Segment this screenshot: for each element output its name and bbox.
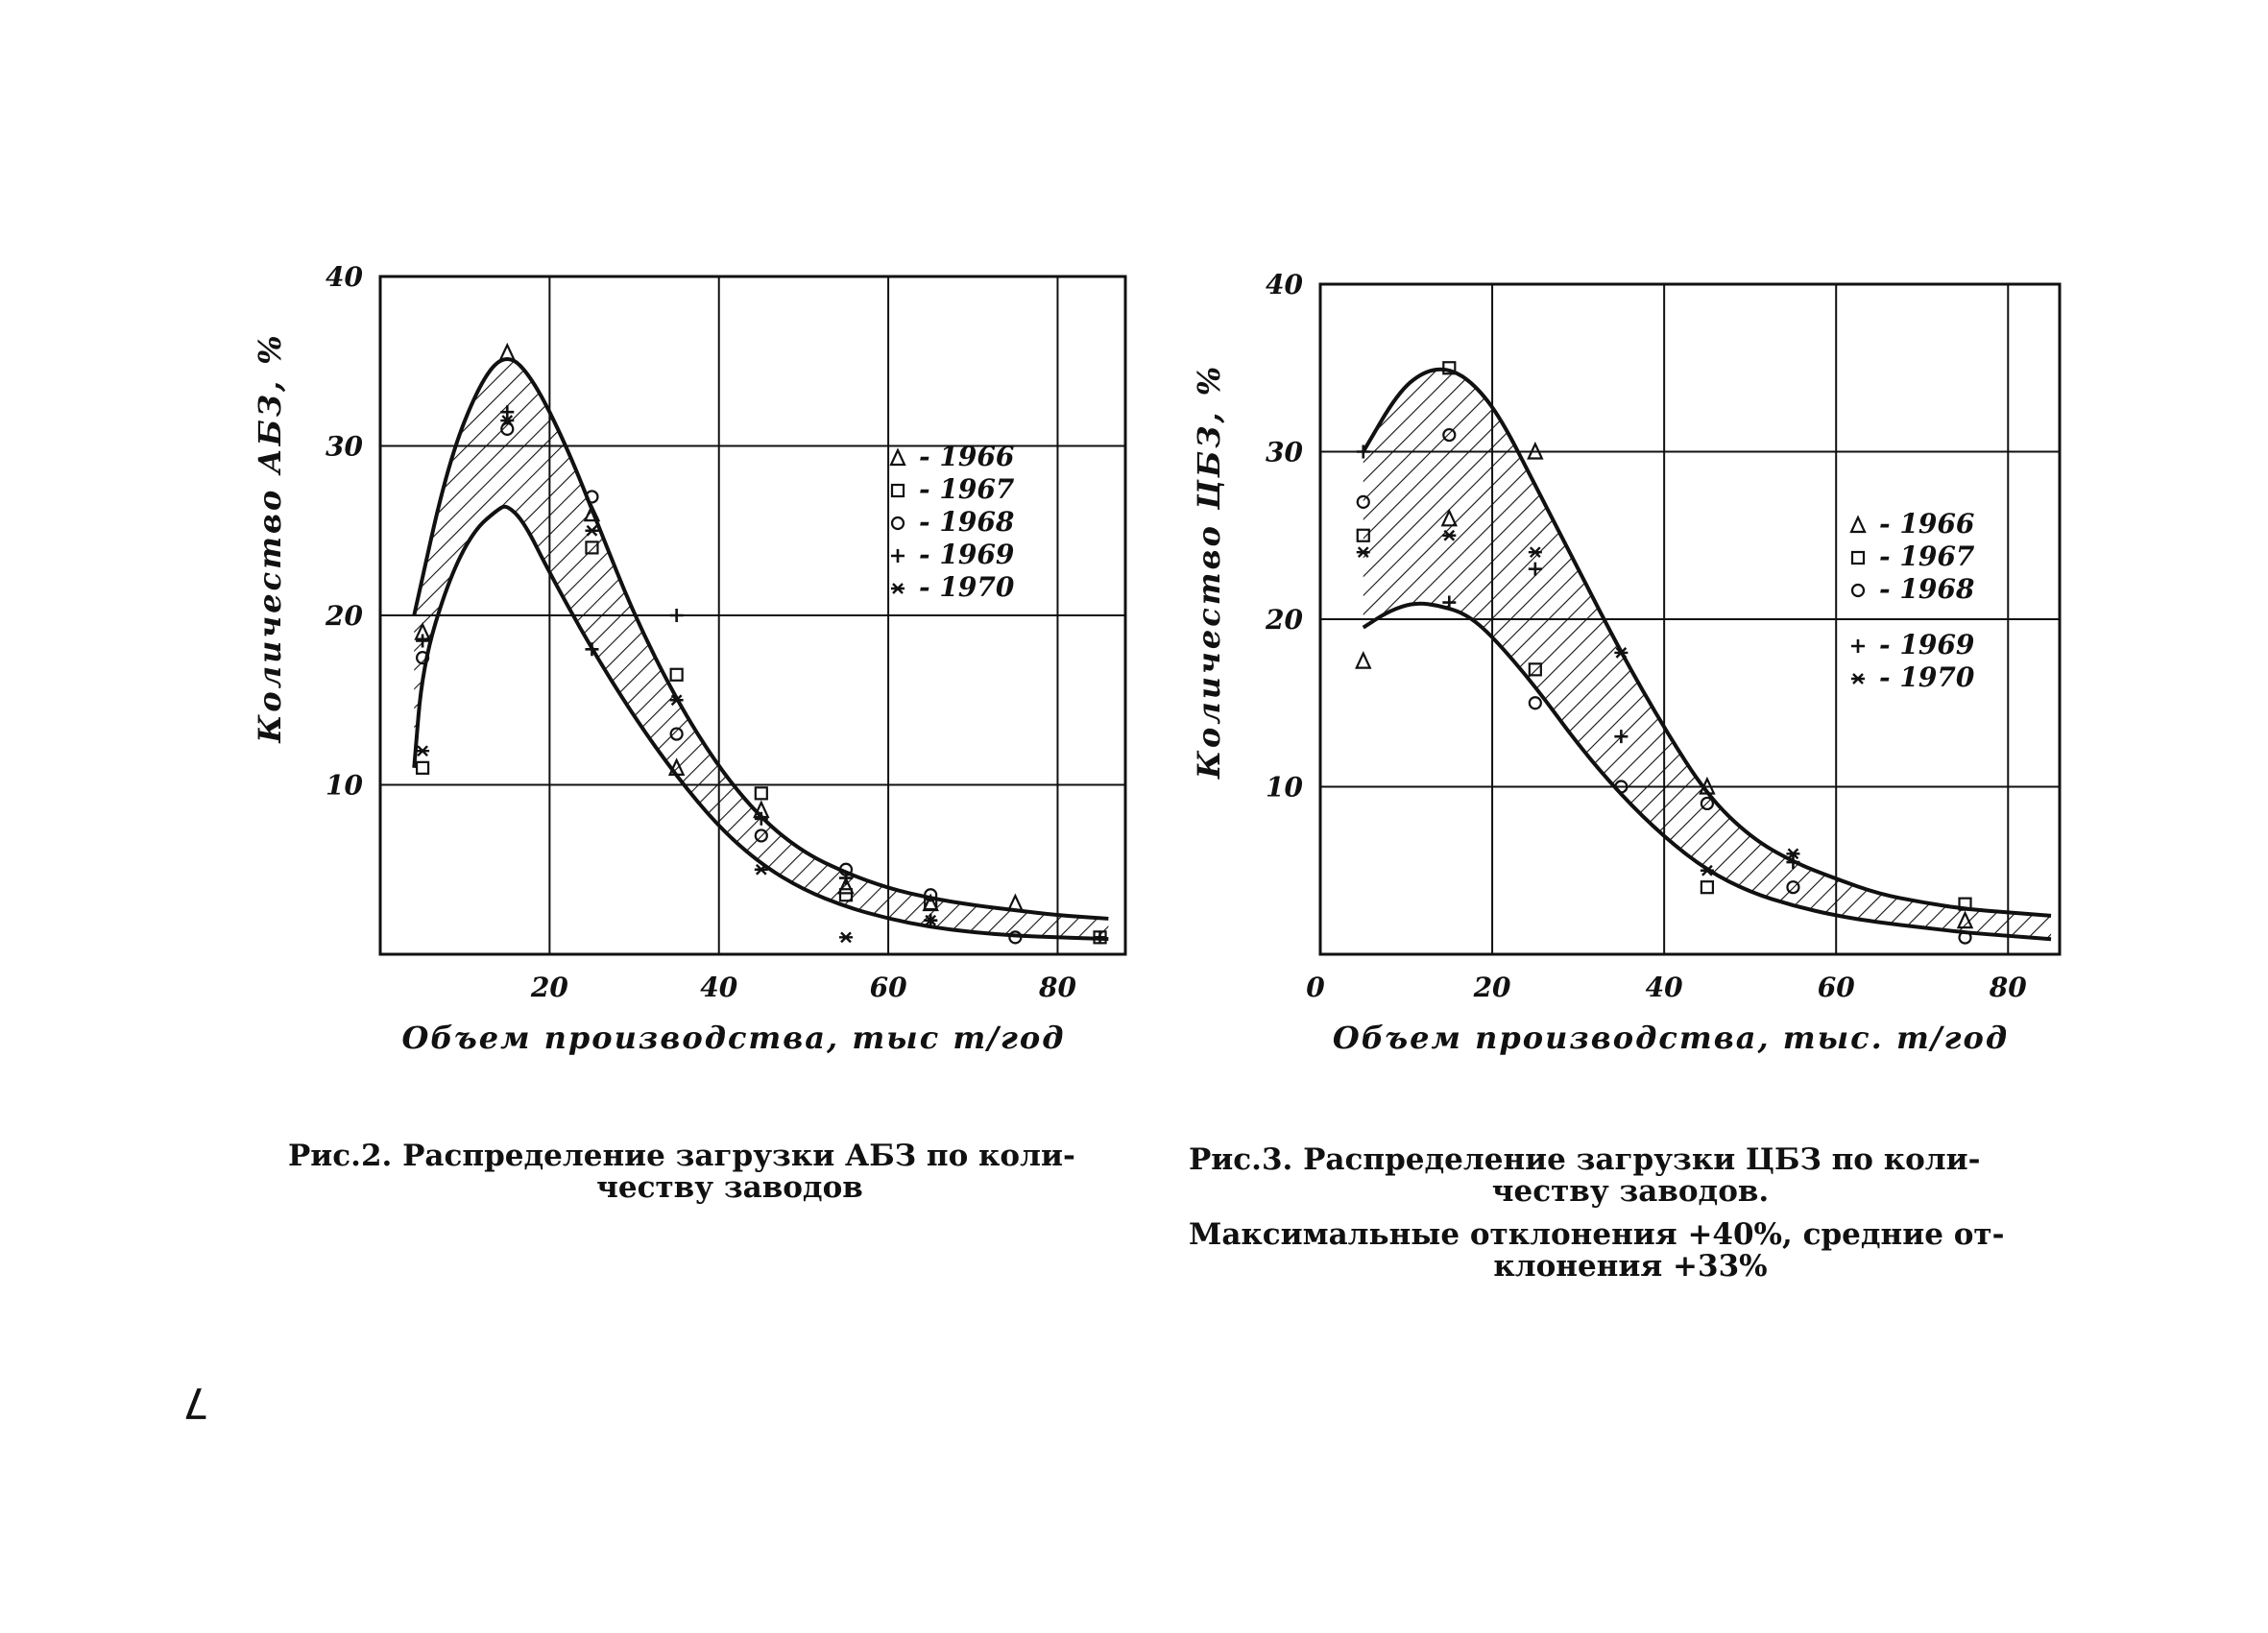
legend-marker-1969	[1851, 639, 1865, 653]
x-tick-label: 60	[869, 972, 907, 1003]
legend-label-1970: - 1970	[1879, 661, 1975, 693]
figure-3-caption-line1: Рис.3. Распределение загрузки ЦБЗ по коли-	[1189, 1142, 1981, 1177]
data-point-1966	[1357, 654, 1370, 668]
x-tick-label: 20	[530, 972, 568, 1003]
legend-label-1970: - 1970	[919, 571, 1015, 603]
data-point-1970	[755, 865, 768, 875]
data-point-1967	[417, 762, 428, 774]
legend-label-1968: - 1968	[1879, 573, 1975, 605]
figure-3-note-line2: клонения +33%	[1493, 1249, 1768, 1284]
figure-2-caption-line1: Рис.2. Распределение загрузки АБЗ по коли-	[288, 1139, 1075, 1173]
legend-marker-1968	[1852, 585, 1864, 596]
legend-marker-1967	[892, 485, 904, 496]
data-point-1967	[671, 669, 683, 681]
x-axis-label: Объем производства, тыс. т/год	[1332, 1020, 2010, 1056]
data-point-1967	[756, 787, 767, 799]
y-tick-label: 20	[1266, 604, 1303, 636]
x-tick-label: 40	[1645, 972, 1683, 1003]
y-tick-label: 40	[1266, 269, 1303, 300]
legend-label-1969: - 1969	[919, 539, 1015, 570]
legend-marker-1970	[891, 584, 905, 593]
y-tick-label: 30	[1266, 436, 1303, 468]
chart-cbz-load-distribution	[1191, 269, 2060, 1056]
y-axis-label: Количество ЦБЗ, %	[1191, 363, 1227, 780]
x-tick-label: 80	[1989, 972, 2027, 1003]
data-point-1967	[1701, 881, 1713, 893]
data-point-1968	[1530, 697, 1541, 708]
data-point-1969	[670, 609, 684, 622]
figure-2-caption-line2: честву заводов	[596, 1170, 863, 1205]
y-tick-label: 10	[326, 769, 363, 802]
legend-label-1966: - 1966	[1879, 508, 1975, 540]
x-axis-label: Объем производства, тыс т/год	[401, 1020, 1066, 1056]
x-tick-label: 40	[700, 972, 738, 1003]
y-tick-label: 10	[1266, 771, 1303, 804]
legend-marker-1968	[892, 517, 904, 529]
figure-3-note-line1: Максимальные отклонения +40%, средние от-	[1189, 1217, 2005, 1252]
y-tick-label: 20	[326, 600, 363, 632]
legend-label-1966: - 1966	[919, 441, 1015, 472]
legend-marker-1966	[891, 450, 905, 465]
legend-marker-1967	[1852, 552, 1864, 564]
x-tick-label: 60	[1817, 972, 1855, 1003]
chart-abz-load-distribution	[252, 261, 1125, 1056]
legend-marker-1966	[1851, 517, 1865, 532]
figure-3-caption	[1189, 1144, 2072, 1208]
legend-label-1969: - 1969	[1879, 629, 1975, 660]
x-tick-label: 20	[1473, 972, 1511, 1003]
data-point-1970	[839, 932, 853, 942]
y-tick-label: 30	[326, 430, 363, 463]
legend-marker-1969	[891, 549, 905, 563]
figure-2-caption	[288, 1141, 1171, 1204]
figure-3-caption-line2: честву заводов.	[1491, 1174, 1770, 1209]
y-tick-label: 40	[326, 261, 363, 293]
legend-label-1967: - 1967	[919, 473, 1015, 505]
data-point-1970	[416, 746, 429, 756]
page-number: 7	[182, 1378, 209, 1427]
y-axis-label: Количество АБЗ, %	[252, 332, 288, 743]
x-tick-label: 0	[1306, 972, 1325, 1003]
legend-label-1968: - 1968	[919, 506, 1015, 538]
x-tick-label: 80	[1038, 972, 1076, 1003]
figure-3-note	[1189, 1219, 2072, 1283]
legend-label-1967: - 1967	[1879, 540, 1975, 572]
legend-marker-1970	[1851, 674, 1865, 684]
data-point-1966	[1008, 896, 1022, 910]
